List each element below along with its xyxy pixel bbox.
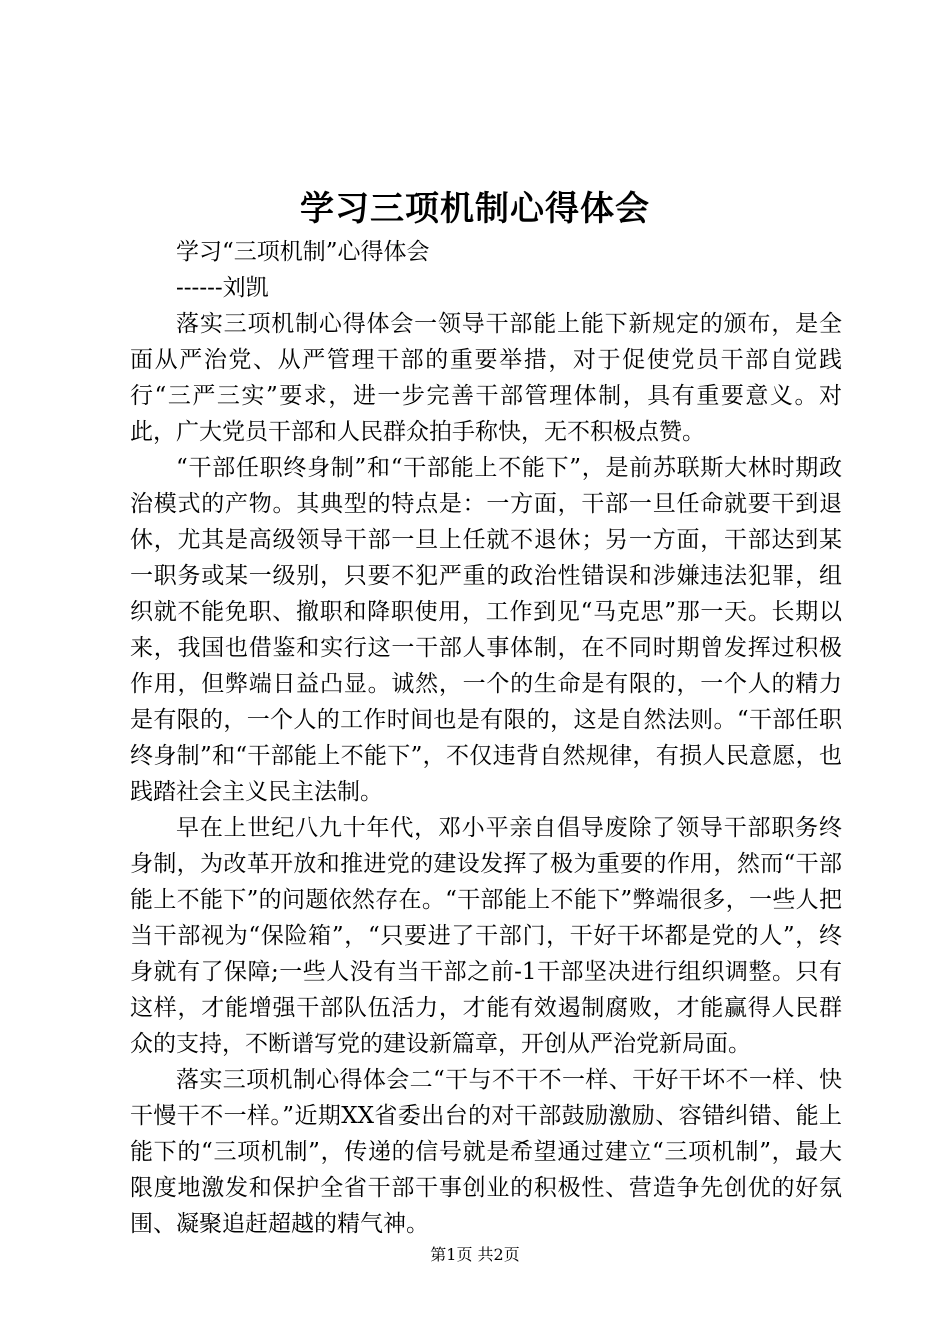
paragraph: 落实三项机制心得体会一领导干部能上能下新规定的颁布，是全面从严治党、从严管理干部的重要举措，对于促使党员干部自觉践行“三严三实”要求，进一步完善干部管理体制，具有重要意义。对此，广大党员干部和人民群众拍手称快，无不积极点赞。 (130, 311, 842, 445)
paragraph: “干部任职终身制”和“干部能上不能下”，是前苏联斯大林时期政治模式的产物。其典型的特点是：一方面，干部一旦任命就要干到退休，尤其是高级领导干部一旦上任就不退休；另一方面，干部达到某一职务或某一级别，只要不犯严重的政治性错误和涉嫌违法犯罪，组织就不能免职、撤职和降职使用，工作到见“马克思”那一天。长期以来，我国也借鉴和实行这一干部人事体制，在不同时期曾发挥过积极作用，但弊端日益凸显。诚然，一个的生命是有限的，一个人的精力是有限的，一个人的工作时间也是有限的，这是自然法则。“干部任职终身制”和“干部能上不能下”，不仅违背自然规律，有损人民意愿，也践踏社会主义民主法制。 (130, 455, 842, 805)
document-title: 学习三项机制心得体会 (300, 189, 650, 229)
paragraph: 落实三项机制心得体会二“干与不干不一样、干好干坏不一样、快干慢干不一样。”近期XX省委出台的对干部鼓励激励、容错纠错、能上能下的“三项机制”，传递的信号就是希望通过建立“三项机制”，最大限度地激发和保护全省干部干事创业的积极性、营造争先创优的好氛围、凝聚追赶超越的精气神。 (130, 1067, 842, 1237)
author-line: ------刘凯 (176, 275, 269, 301)
paragraph: 早在上世纪八九十年代，邓小平亲自倡导废除了领导干部职务终身制，为改革开放和推进党的建设发挥了极为重要的作用，然而“干部能上不能下”的问题依然存在。“干部能上不能下”弊端很多，一些人把当干部视为“保险箱”，“只要进了干部门，干好干坏都是党的人”，终身就有了保障;一些人没有当干部之前-1干部坚决进行组织调整。只有这样，才能增强干部队伍活力，才能有效遏制腐败，才能赢得人民群众的支持，不断谱写党的建设新篇章，开创从严治党新局面。 (130, 815, 842, 1057)
subtitle-line: 学习“三项机制”心得体会 (176, 239, 430, 265)
page-footer: 第1页 共2页 (430, 1245, 520, 1264)
document-body (130, 234, 842, 1242)
